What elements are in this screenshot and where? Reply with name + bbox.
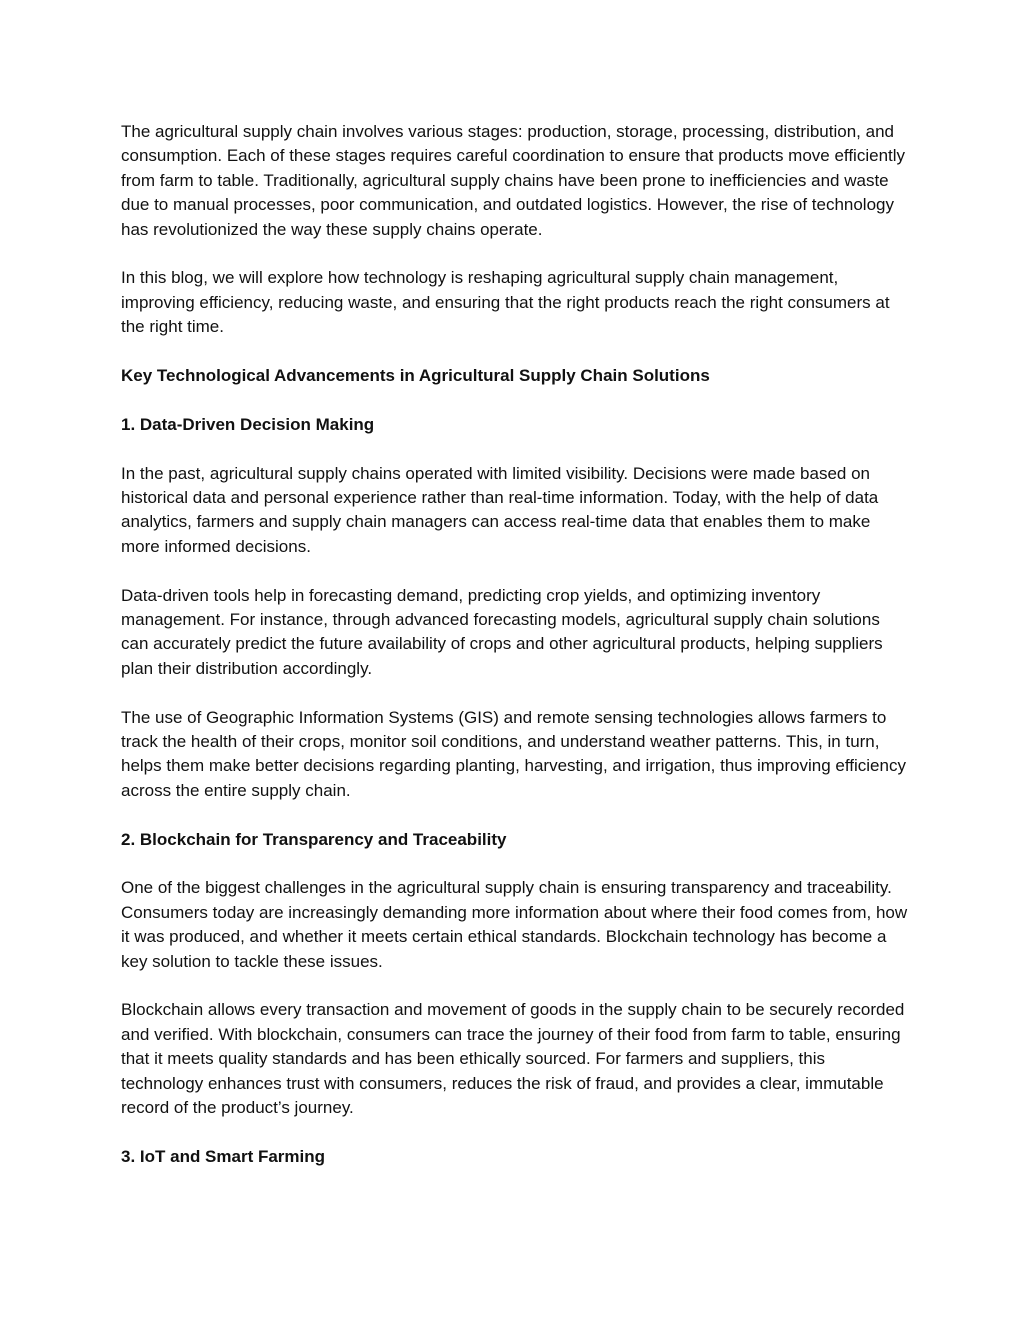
blockchain-paragraph-1: One of the biggest challenges in the agricultural supply chain is ensuring transparency and traceability. Consumers today are increasingly demanding more information about where their food comes from, how it was produced, and whether it meets certain ethical standards. Blockchain technology has become a key solution to tackle these issues.: [121, 878, 908, 971]
data-driven-paragraph-3: The use of Geographic Information Systems (GIS) and remote sensing technologies allows farmers to track the health of their crops, monitor soil conditions, and understand weather patterns. This, in turn, helps them make better decisions regarding planting, harvesting, and irrigation, thus improving efficiency across the entire supply chain.: [121, 707, 906, 800]
blog-overview-paragraph: In this blog, we will explore how technology is reshaping agricultural supply chain management, improving efficiency, reducing waste, and ensuring that the right products reach the right consumers at the right time.: [121, 268, 890, 337]
data-driven-paragraph-2: Data-driven tools help in forecasting demand, predicting crop yields, and optimizing inventory management. For instance, through advanced forecasting models, agricultural supply chain solutions can accurately predict the future availability of crops and other agricultural products, helping suppliers plan their distribution accordingly.: [121, 585, 883, 678]
data-driven-paragraph-1: In the past, agricultural supply chains operated with limited visibility. Decisions were made based on historical data and personal experience rather than real-time information. Today, with the help of data analytics, farmers and supply chain managers can access real-time data that enables them to make more informed decisions.: [121, 463, 879, 556]
blockchain-paragraph-2: Blockchain allows every transaction and movement of goods in the supply chain to be securely recorded and verified. With blockchain, consumers can trace the journey of their food from farm to table, ensuring that it meets quality standards and has been ethically sourced. For farmers and suppliers, this technology enhances trust with consumers, reduces the risk of fraud, and provides a clear, immutable record of the product’s journey.: [121, 1000, 905, 1118]
subheading-blockchain: 2. Blockchain for Transparency and Traceability: [121, 829, 507, 849]
subheading-iot: 3. IoT and Smart Farming: [121, 1146, 326, 1166]
document-page: [121, 120, 911, 1194]
intro-paragraph: The agricultural supply chain involves various stages: production, storage, processing, distribution, and consumption. Each of these stages requires careful coordination to ensure that products move efficiently from farm to table. Traditionally, agricultural supply chains have been prone to inefficiencies and waste due to manual processes, poor communication, and outdated logistics. However, the rise of technology has revolutionized the way these supply chains operate.: [121, 122, 906, 239]
section-heading-key-advancements: Key Technological Advancements in Agricultural Supply Chain Solutions: [121, 366, 710, 386]
subheading-data-driven: 1. Data-Driven Decision Making: [121, 414, 375, 434]
